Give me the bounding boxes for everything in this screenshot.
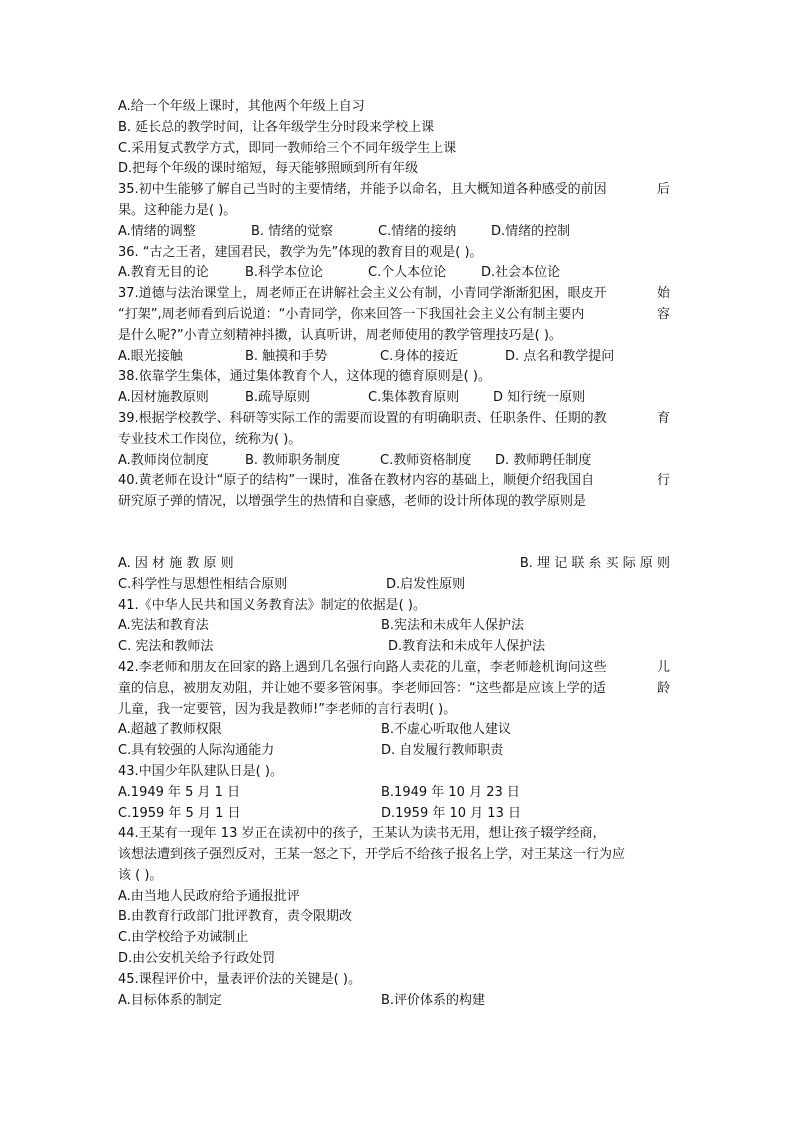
q35-stem-right: 后 (656, 182, 670, 198)
q35-stem-left: 35.初中生能够了解自己当时的主要情绪，并能予以命名，且大概知道各种感受的前因 (118, 182, 607, 198)
q42-stem-left-2: 童的信息，被朋友劝阻，并让她不要多管闲事。李老师回答：“这些都是应该上学的适 (118, 680, 606, 696)
q43-stem: 43.中国少年队建队日是( )。 (118, 763, 283, 779)
q43-option-c: C.1959 年 5 月 1 日 (118, 805, 241, 821)
q43-option-b: B.1949 年 10 月 23 日 (381, 784, 520, 800)
q43-options-cd (118, 804, 678, 825)
q36-option-a: A.教育无目的论 (118, 265, 209, 281)
q40-stem-line1 (118, 471, 670, 492)
q37-stem-left-1: 37.道德与法治课堂上，周老师正在讲解社会主义公有制，小青同学渐渐犯困，眼皮开 (118, 286, 607, 302)
q39-stem-line1 (118, 409, 670, 430)
q36-stem: 36. “古之王者，建国君民，教学为先”体现的教育目的观是( )。 (118, 244, 483, 260)
q37-stem-right-2: 容 (656, 306, 670, 322)
q44-option-d: D.由公安机关给予行政处罚 (118, 951, 276, 967)
q37-option-d: D. 点名和教学提问 (505, 348, 615, 364)
q42-option-b: B.不虚心听取他人建议 (381, 722, 512, 738)
q40-stem-line2: 研究原子弹的情况，以增强学生的热情和自豪感，老师的设计所体现的教学原则是 (118, 494, 587, 510)
q35-stem-line2: 果。这种能力是( )。 (118, 202, 237, 218)
q41-option-d: D.教育法和未成年人保护法 (388, 639, 546, 655)
blank-gap (118, 513, 678, 554)
q42-option-c: C.具有较强的人际沟通能力 (118, 743, 275, 759)
q42-stem-right-1: 儿 (656, 659, 670, 675)
q36-option-b: B.科学本位论 (245, 265, 324, 281)
q35-option-b: B. 情绪的觉察 (251, 223, 334, 239)
q42-stem-line1 (118, 658, 670, 679)
q41-options-cd (118, 637, 678, 658)
q45-option-b: B.评价体系的构建 (381, 992, 486, 1008)
q42-stem-left-1: 42.李老师和朋友在回家的路上遇到几名强行向路人卖花的儿童，李老师趁机询问这些 (118, 659, 607, 675)
q41-option-b: B.宪法和未成年人保护法 (381, 618, 525, 634)
q37-stem-left-2: “打架”,周老师看到后说道：“小青同学，你来回答一下我国社会主义公有制主要内 (118, 306, 585, 322)
q43-options-ab (118, 783, 678, 804)
q39-option-d: D. 教师聘任制度 (495, 452, 592, 468)
q45-option-a: A.目标体系的制定 (118, 992, 222, 1008)
q38-option-c: C.集体教育原则 (368, 390, 460, 406)
q35-option-a: A.情绪的调整 (118, 223, 196, 239)
q38-option-d: D 知行统一原则 (493, 390, 586, 406)
q40-option-c: C.科学性与思想性相结合原则 (118, 576, 288, 592)
q42-option-d: D. 自发履行教师职责 (381, 743, 504, 759)
q43-option-d: D.1959 年 10 月 13 日 (381, 805, 521, 821)
q40-option-a: A. 因 材 施 教 原 则 (118, 555, 234, 571)
q42-stem-right-2: 龄 (656, 680, 670, 696)
q45-options-ab (118, 991, 678, 1012)
q36-options (118, 263, 678, 284)
q42-stem-line2 (118, 679, 670, 700)
q40-stem-left: 40.黄老师在设计“原子的结构”一课时，准备在教材内容的基础上，顺便介绍我国自 (118, 473, 595, 489)
q42-options-ab (118, 720, 678, 741)
q41-option-a: A.宪法和教育法 (118, 618, 209, 634)
q39-option-c: C.教师资格制度 (380, 452, 472, 468)
q34-option-a: A.给一个年级上课时，其他两个年级上自习 (118, 99, 365, 114)
q41-stem: 41.《中华人民共和国义务教育法》制定的依据是( )。 (118, 597, 426, 613)
q39-option-a: A.教师岗位制度 (118, 452, 209, 468)
q34-option-c: C.采用复式教学方式，即同一教师给三个不同年级学生上课 (118, 140, 457, 156)
q39-options (118, 451, 678, 472)
q35-option-c: C.情绪的接纳 (378, 223, 457, 239)
q42-options-cd (118, 741, 678, 762)
q38-options (118, 388, 678, 409)
q39-stem-left: 39.根据学校教学、科研等实际工作的需要而设置的有明确职责、任职条件、任期的教 (118, 410, 607, 426)
q44-stem-line3: 该 ( )。 (118, 867, 163, 883)
q35-option-d: D.情绪的控制 (491, 223, 571, 239)
q37-stem-right-1: 始 (656, 286, 670, 302)
q37-option-a: A.眼光接触 (118, 348, 183, 364)
q35-options (118, 222, 678, 243)
q42-option-a: A.超越了教师权限 (118, 722, 222, 738)
q41-option-c: C. 宪法和教师法 (118, 639, 214, 655)
q43-option-a: A.1949 年 5 月 1 日 (118, 784, 241, 800)
q38-option-a: A.因材施教原则 (118, 390, 209, 406)
q36-option-c: C.个人本位论 (368, 265, 447, 281)
q39-stem-right: 育 (656, 410, 670, 426)
q39-stem-line2: 专业技术工作岗位，统称为( )。 (118, 431, 302, 447)
q44-option-c: C.由学校给予劝诫制止 (118, 930, 249, 946)
q37-stem-line3: 是什么呢?”小青立刻精神抖擞，认真听讲，周老师使用的教学管理技巧是( )。 (118, 327, 562, 343)
q36-option-d: D.社会本位论 (481, 265, 561, 281)
q37-options (118, 347, 678, 368)
q42-stem-line3: 儿童，我一定要管，因为我是教师!”李老师的言行表明( )。 (118, 701, 457, 717)
q37-stem-line1 (118, 284, 670, 305)
q37-option-c: C.身体的接近 (380, 348, 459, 364)
q37-stem-line2 (118, 305, 670, 326)
q44-option-b: B.由教育行政部门批评教育，责令限期改 (118, 909, 353, 925)
exam-page (118, 97, 678, 1011)
q37-option-b: B. 触摸和手势 (245, 348, 328, 364)
q40-options-cd (118, 575, 678, 596)
q38-stem: 38.依靠学生集体，通过集体教育个人，这体现的德育原则是( )。 (118, 369, 491, 385)
q40-options-ab (118, 554, 670, 575)
q44-stem-line2: 该想法遭到孩子强烈反对，王某一怒之下，开学后不给孩子报名上学，对王某这一行为应 (118, 847, 626, 863)
q40-option-b: B. 埋 记 联 糸 买 际 原 则 (519, 555, 670, 571)
q45-stem: 45.课程评价中，量表评价法的关键是( )。 (118, 971, 361, 987)
q41-options-ab (118, 616, 678, 637)
q44-stem-line1: 44.王某有一现年 13 岁正在读初中的孩子，王某认为读书无用，想让孩子辍学经商， (118, 826, 606, 842)
q39-option-b: B. 教师职务制度 (245, 452, 341, 468)
q44-option-a: A.由当地人民政府给予通报批评 (118, 888, 300, 904)
q35-stem-line1 (118, 180, 670, 201)
q34-option-d: D.把每个年级的课时缩短，每天能够照顾到所有年级 (118, 161, 419, 177)
q40-option-d: D.启发性原则 (386, 576, 466, 592)
q34-option-b: B. 延长总的教学时间，让各年级学生分时段来学校上课 (118, 119, 435, 135)
q38-option-b: B.疏导原则 (245, 390, 311, 406)
q40-stem-right: 行 (656, 473, 670, 489)
